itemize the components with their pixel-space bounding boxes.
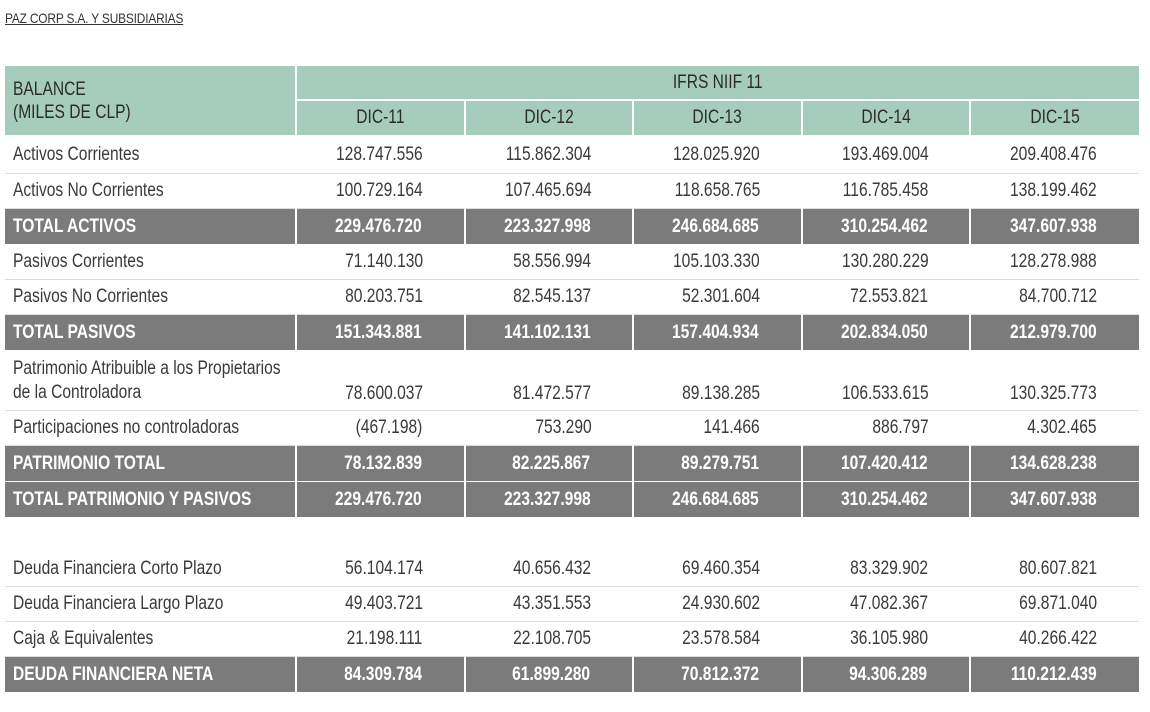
total-value: 347.607.938 bbox=[970, 209, 1139, 245]
row-value: 49.403.721 bbox=[296, 587, 465, 622]
row-value: (467.198) bbox=[296, 411, 465, 446]
balance-header-cell bbox=[5, 66, 296, 136]
total-value: 347.607.938 bbox=[970, 482, 1139, 518]
total-value: 229.476.720 bbox=[296, 482, 465, 518]
row-value: 43.351.553 bbox=[465, 587, 634, 622]
total-row bbox=[5, 446, 1139, 482]
row-value: 100.729.164 bbox=[296, 174, 465, 209]
row-value: 84.700.712 bbox=[970, 280, 1139, 315]
total-label: TOTAL ACTIVOS bbox=[5, 209, 296, 245]
row-value: 138.199.462 bbox=[970, 174, 1139, 209]
table-row bbox=[5, 411, 1139, 446]
row-value: 118.658.765 bbox=[633, 174, 802, 209]
row-value: 24.930.602 bbox=[633, 587, 802, 622]
total-value: 310.254.462 bbox=[802, 482, 971, 518]
row-value: 80.607.821 bbox=[970, 552, 1139, 587]
row-value: 128.025.920 bbox=[633, 136, 802, 174]
row-value: 116.785.458 bbox=[802, 174, 971, 209]
row-value: 105.103.330 bbox=[633, 245, 802, 280]
row-value: 40.266.422 bbox=[970, 622, 1139, 657]
total-value: 229.476.720 bbox=[296, 209, 465, 245]
total-value: 110.212.439 bbox=[970, 657, 1139, 693]
row-value: 128.278.988 bbox=[970, 245, 1139, 280]
row-value: 80.203.751 bbox=[296, 280, 465, 315]
row-value: 4.302.465 bbox=[970, 411, 1139, 446]
row-value: 78.600.037 bbox=[296, 351, 465, 411]
row-value: 886.797 bbox=[802, 411, 971, 446]
row-value: 115.862.304 bbox=[465, 136, 634, 174]
row-value: 69.871.040 bbox=[970, 587, 1139, 622]
row-value: 81.472.577 bbox=[465, 351, 634, 411]
row-value: 40.656.432 bbox=[465, 552, 634, 587]
year-header: DIC-14 bbox=[802, 100, 971, 136]
total-value: 223.327.998 bbox=[465, 482, 634, 518]
spacer-row bbox=[5, 518, 1139, 553]
row-value: 193.469.004 bbox=[802, 136, 971, 174]
row-value: 753.290 bbox=[465, 411, 634, 446]
row-label: Activos No Corrientes bbox=[5, 174, 296, 209]
row-label: Patrimonio Atribuible a los Propietarios de la Controladora bbox=[5, 351, 296, 411]
company-title: PAZ CORP S.A. Y SUBSIDIARIAS bbox=[5, 10, 184, 26]
row-value: 130.325.773 bbox=[970, 351, 1139, 411]
total-value: 310.254.462 bbox=[802, 209, 971, 245]
total-row bbox=[5, 482, 1139, 518]
total-value: 157.404.934 bbox=[633, 315, 802, 351]
row-value: 130.280.229 bbox=[802, 245, 971, 280]
row-value: 128.747.556 bbox=[296, 136, 465, 174]
row-label: Deuda Financiera Largo Plazo bbox=[5, 587, 296, 622]
total-value: 141.102.131 bbox=[465, 315, 634, 351]
row-value: 36.105.980 bbox=[802, 622, 971, 657]
total-value: 223.327.998 bbox=[465, 209, 634, 245]
balance-table bbox=[5, 66, 1139, 693]
total-value: 82.225.867 bbox=[465, 446, 634, 482]
row-label: Deuda Financiera Corto Plazo bbox=[5, 552, 296, 587]
row-value: 82.545.137 bbox=[465, 280, 634, 315]
total-value: 61.899.280 bbox=[465, 657, 634, 693]
total-value: 70.812.372 bbox=[633, 657, 802, 693]
row-value: 89.138.285 bbox=[633, 351, 802, 411]
row-value: 83.329.902 bbox=[802, 552, 971, 587]
row-label: Activos Corrientes bbox=[5, 136, 296, 174]
row-value: 21.198.111 bbox=[296, 622, 465, 657]
row-value: 72.553.821 bbox=[802, 280, 971, 315]
table-row bbox=[5, 587, 1139, 622]
total-row bbox=[5, 209, 1139, 245]
row-value: 141.466 bbox=[633, 411, 802, 446]
table-row bbox=[5, 280, 1139, 315]
row-value: 71.140.130 bbox=[296, 245, 465, 280]
total-label: PATRIMONIO TOTAL bbox=[5, 446, 296, 482]
row-value: 209.408.476 bbox=[970, 136, 1139, 174]
total-value: 151.343.881 bbox=[296, 315, 465, 351]
year-header: DIC-11 bbox=[296, 100, 465, 136]
total-value: 107.420.412 bbox=[802, 446, 971, 482]
total-value: 94.306.289 bbox=[802, 657, 971, 693]
row-label: Pasivos No Corrientes bbox=[5, 280, 296, 315]
row-value: 22.108.705 bbox=[465, 622, 634, 657]
year-header: DIC-12 bbox=[465, 100, 634, 136]
row-value: 58.556.994 bbox=[465, 245, 634, 280]
row-value: 69.460.354 bbox=[633, 552, 802, 587]
table-row bbox=[5, 245, 1139, 280]
row-value: 106.533.615 bbox=[802, 351, 971, 411]
total-value: 202.834.050 bbox=[802, 315, 971, 351]
row-value: 47.082.367 bbox=[802, 587, 971, 622]
table-row bbox=[5, 622, 1139, 657]
total-value: 84.309.784 bbox=[296, 657, 465, 693]
year-header: DIC-15 bbox=[970, 100, 1139, 136]
total-value: 78.132.839 bbox=[296, 446, 465, 482]
row-label: Pasivos Corrientes bbox=[5, 245, 296, 280]
table-row bbox=[5, 136, 1139, 174]
row-value: 23.578.584 bbox=[633, 622, 802, 657]
total-label: TOTAL PASIVOS bbox=[5, 315, 296, 351]
total-value: 89.279.751 bbox=[633, 446, 802, 482]
table-row bbox=[5, 552, 1139, 587]
total-value: 246.684.685 bbox=[633, 482, 802, 518]
total-row bbox=[5, 315, 1139, 351]
total-label: TOTAL PATRIMONIO Y PASIVOS bbox=[5, 482, 296, 518]
row-value: 56.104.174 bbox=[296, 552, 465, 587]
year-header: DIC-13 bbox=[633, 100, 802, 136]
total-label: DEUDA FINANCIERA NETA bbox=[5, 657, 296, 693]
row-value: 107.465.694 bbox=[465, 174, 634, 209]
table-header-row bbox=[5, 66, 1139, 100]
table-row bbox=[5, 351, 1139, 411]
balance-header-title: BALANCE bbox=[13, 78, 86, 100]
row-label: Caja & Equivalentes bbox=[5, 622, 296, 657]
row-label: Participaciones no controladoras bbox=[5, 411, 296, 446]
table-row bbox=[5, 174, 1139, 209]
total-value: 134.628.238 bbox=[970, 446, 1139, 482]
row-value: 52.301.604 bbox=[633, 280, 802, 315]
ifrs-header: IFRS NIIF 11 bbox=[296, 66, 1139, 100]
total-value: 246.684.685 bbox=[633, 209, 802, 245]
total-row bbox=[5, 657, 1139, 693]
total-value: 212.979.700 bbox=[970, 315, 1139, 351]
balance-header-unit: (MILES DE CLP) bbox=[13, 101, 131, 123]
